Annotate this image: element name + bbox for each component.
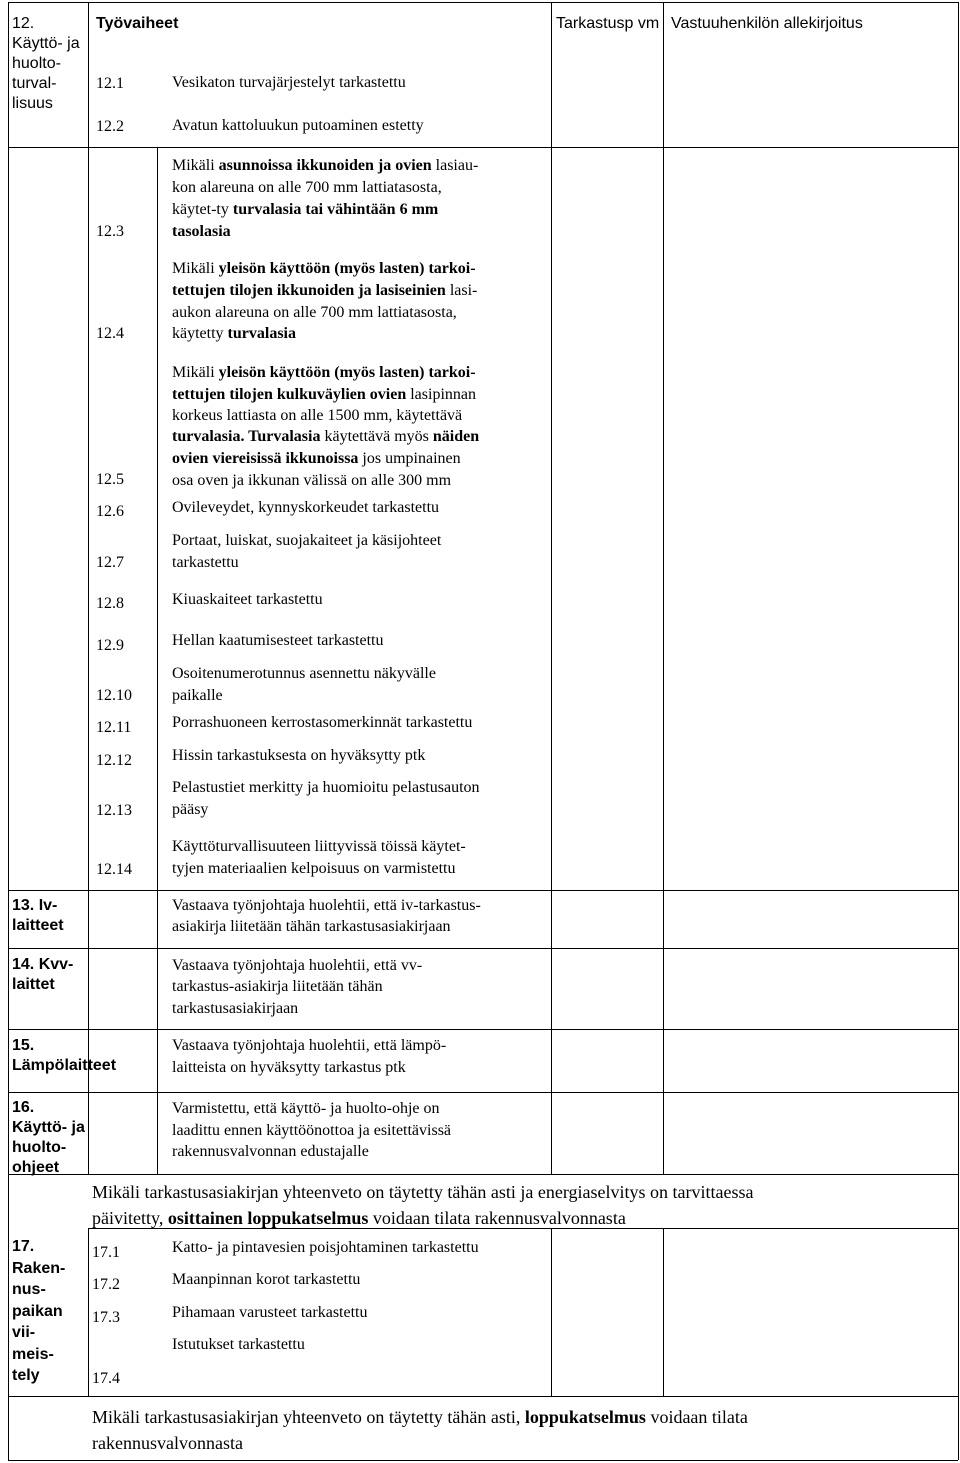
section-12-label: 12. Käyttö- ja huolto- turval- lisuus: [12, 15, 80, 112]
bottom-border: [8, 1460, 958, 1461]
item-number: 12.4: [96, 325, 124, 342]
item-text: Istutukset tarkastettu: [172, 1336, 305, 1353]
item-number: 12.1: [96, 75, 124, 92]
top-border: [8, 2, 958, 3]
item-text: osa oven ja ikkunan välissä on alle 300 mm: [172, 472, 452, 489]
item-text: pääsy: [172, 801, 209, 818]
item-text: Vastaava työnjohtaja huolehtii, että lämpö-: [172, 1037, 447, 1054]
task-column-divider: [551, 2, 552, 1174]
item-text: Katto- ja pintavesien poisjohtaminen tarkastettu: [172, 1239, 479, 1256]
section12-top-divider: [8, 147, 958, 148]
item-text: tettujen tilojen kulkuväylien ovien lasipinnan: [172, 386, 476, 403]
item-text: aukon alareuna on alle 700 mm lattiatasosta,: [172, 304, 457, 321]
item-number: 12.7: [96, 554, 124, 571]
item-text: laitteista on hyväksytty tarkastus ptk: [172, 1059, 406, 1076]
item-text: Vesikaton turvajärjestelyt tarkastettu: [172, 74, 406, 91]
item-text: Pelastustiet merkitty ja huomioitu pelastusauton: [172, 779, 480, 796]
item-number: 12.2: [96, 118, 124, 135]
item-text: Hellan kaatumisesteet tarkastettu: [172, 632, 384, 649]
section17-divider: [8, 1174, 958, 1175]
item-text: tyjen materiaalien kelpoisuus on varmistettu: [172, 860, 456, 877]
number-column-divider: [157, 147, 158, 1174]
item-text: Käyttöturvallisuuteen liittyvissä töissä käytet-: [172, 838, 466, 855]
item-number: 12.11: [96, 719, 132, 736]
item-text: Hissin tarkastuksesta on hyväksytty ptk: [172, 747, 426, 764]
section-column-divider: [88, 2, 89, 1174]
item-text: Mikäli asunnoissa ikkunoiden ja ovien lasiau-: [172, 157, 479, 174]
item-text: Pihamaan varusteet tarkastettu: [172, 1304, 368, 1321]
item-number: 12.10: [96, 687, 132, 704]
final-inspection-note: rakennusvalvonnasta: [92, 1433, 243, 1453]
header-signature: Vastuuhenkilön allekirjoitus: [671, 15, 863, 32]
item-text: tarkastusasiakirjaan: [172, 1000, 299, 1017]
item-number: 12.8: [96, 595, 124, 612]
right-border: [958, 2, 959, 1460]
section14-divider: [8, 948, 958, 949]
item-text: Varmistettu, että käyttö- ja huolto-ohje on: [172, 1100, 440, 1117]
note2-divider: [8, 1396, 958, 1397]
item-text: tasolasia: [172, 223, 231, 240]
task-column-divider-17: [551, 1228, 552, 1396]
item-text: paikalle: [172, 687, 223, 704]
item-text: Vastaava työnjohtaja huolehtii, että vv-: [172, 957, 423, 974]
item-number: 17.1: [92, 1244, 120, 1261]
item-number: 12.14: [96, 861, 132, 878]
date-column-divider-17: [663, 1228, 664, 1396]
item-number: 17.2: [92, 1276, 120, 1293]
item-text: Portaat, luiskat, suojakaiteet ja käsijohteet: [172, 532, 442, 549]
item-number: 12.6: [96, 503, 124, 520]
item-text: käytet-ty turvalasia tai vähintään 6 mm: [172, 201, 439, 218]
section-15-label: 15. Lämpölaitteet: [12, 1037, 117, 1074]
item-text: rakennusvalvonnan edustajalle: [172, 1143, 369, 1160]
item-text: laadittu ennen käyttöönottoa ja esitettävissä: [172, 1122, 452, 1139]
item-text: ovien viereisissä ikkunoissa jos umpinainen: [172, 450, 461, 467]
item-text: Ovileveydet, kynnyskorkeudet tarkastettu: [172, 499, 440, 516]
item-text: kon alareuna on alle 700 mm lattiatasosta,: [172, 179, 442, 196]
item-text: Kiuaskaiteet tarkastettu: [172, 591, 323, 608]
item-text: Osoitenumerotunnus asennettu näkyvälle: [172, 665, 436, 682]
item-text: tarkastettu: [172, 554, 239, 571]
section-13-label: 13. Iv-laitteet: [12, 897, 64, 934]
section16-divider: [8, 1092, 958, 1093]
section13-divider: [8, 890, 958, 891]
item-text: korkeus lattiasta on alle 1500 mm, käytettävä: [172, 407, 463, 424]
item-text: käytetty turvalasia: [172, 325, 296, 342]
item-number: 12.9: [96, 637, 124, 654]
section-17-label: 17. Raken- nus- paikan vii- meis- tely: [12, 1238, 66, 1384]
section17-column-divider: [88, 1228, 89, 1396]
item-text: Mikäli yleisön käyttöön (myös lasten) tarkoi-: [172, 364, 476, 381]
item-number: 17.3: [92, 1309, 120, 1326]
final-inspection-note: Mikäli tarkastusasiakirjan yhteenveto on täytetty tähän asti, loppukatselmus voidaan tilata: [92, 1407, 748, 1427]
item-text: tettujen tilojen ikkunoiden ja lasiseinien lasi-: [172, 282, 478, 299]
item-text: tarkastus-asiakirja liitetään tähän: [172, 978, 383, 995]
item-text: Mikäli yleisön käyttöön (myös lasten) tarkoi-: [172, 260, 476, 277]
section-16-label: 16. Käyttö- ja huolto-ohjeet: [12, 1099, 85, 1176]
item-number: 12.12: [96, 752, 132, 769]
section15-divider: [8, 1029, 958, 1030]
item-text: Maanpinnan korot tarkastettu: [172, 1271, 361, 1288]
item-text: turvalasia. Turvalasia käytettävä myös näiden: [172, 428, 480, 445]
header-checked-date: Tarkastusp vm: [556, 15, 660, 32]
item-text: Porrashuoneen kerrostasomerkinnät tarkastettu: [172, 714, 473, 731]
item-text: Avatun kattoluukun putoaminen estetty: [172, 117, 424, 134]
left-border: [8, 2, 9, 1460]
item-number: 12.5: [96, 471, 124, 488]
item-text: asiakirja liitetään tähän tarkastusasiakirjaan: [172, 918, 451, 935]
partial-inspection-note: päivitetty, osittainen loppukatselmus voidaan tilata rakennusvalvonnasta: [92, 1208, 626, 1228]
header-tasks: Työvaiheet: [96, 15, 179, 32]
item-number: 12.3: [96, 223, 124, 240]
date-column-divider: [663, 2, 664, 1174]
item-text: Vastaava työnjohtaja huolehtii, että iv-tarkastus-: [172, 897, 481, 914]
item-number: 17.4: [92, 1370, 120, 1387]
section-14-label: 14. Kvv-laittet: [12, 956, 74, 993]
item-number: 12.13: [96, 802, 132, 819]
partial-inspection-note: Mikäli tarkastusasiakirjan yhteenveto on täytetty tähän asti ja energiaselvitys on tarvittaessa: [92, 1182, 754, 1202]
